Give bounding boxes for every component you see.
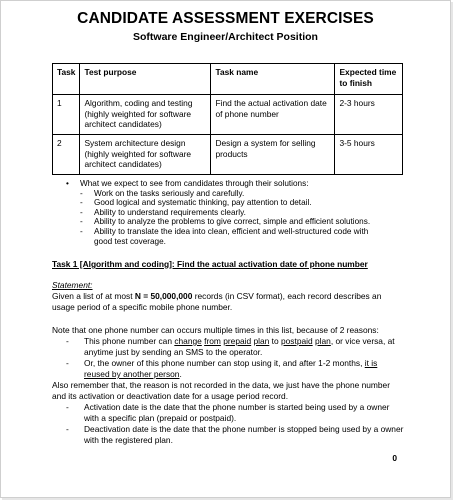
- reason-text: , or vice versa, at anytime just by sending an SMS to the operator.: [84, 336, 395, 357]
- underlined-text: prepaid: [223, 336, 252, 346]
- cell-name: Design a system for selling products: [211, 135, 335, 175]
- definition-item: - Activation date is the date that the phone number is started being used by a owner with a specific plan (prepaid or postpaid).: [52, 402, 404, 424]
- table-header-row: [53, 64, 403, 95]
- header-test-purpose: Test purpose: [80, 64, 211, 95]
- statement-label: Statement:: [52, 280, 93, 290]
- reason-text: .: [179, 369, 182, 379]
- statement-text-part: records (in CSV format), each record describes an usage period of a specific mobile phone number.: [52, 291, 382, 312]
- reason-item: [52, 336, 404, 358]
- underlined-text: it is reused by another person: [84, 358, 378, 379]
- expectations-list: [66, 179, 376, 246]
- table-row: [53, 95, 403, 135]
- cell-purpose: System architecture design (highly weighted for software architect candidates): [80, 135, 211, 175]
- record-count: N = 50,000,000: [134, 291, 193, 301]
- reason-text: to: [269, 336, 281, 346]
- statement-text: [52, 291, 404, 313]
- cell-time: 2-3 hours: [335, 95, 403, 135]
- notes-section: [52, 325, 404, 446]
- underlined-text: from: [204, 336, 221, 346]
- reason-text: Or, the owner of this phone number can stop using it, and after 1-2 months,: [84, 358, 365, 368]
- statement-text-part: Given a list of at most: [52, 291, 135, 301]
- cell-task: 2: [53, 135, 80, 175]
- underlined-text: plan: [253, 336, 270, 346]
- cell-name: Find the actual activation date of phone number: [211, 95, 335, 135]
- cell-task: 1: [53, 95, 80, 135]
- document-title: CANDIDATE ASSESSMENT EXERCISES: [77, 10, 374, 27]
- cell-time: 3-5 hours: [335, 135, 403, 175]
- reason-text: This phone number can: [84, 336, 175, 346]
- header-task-name: Task name: [211, 64, 335, 95]
- list-item: - Ability to analyze the problems to give correct, simple and efficient solutions.: [66, 217, 376, 227]
- task1-heading: Task 1 [Algorithm and coding]: Find the actual activation date of phone number: [52, 259, 368, 269]
- tasks-table: [52, 63, 403, 175]
- list-item: - Good logical and systematic thinking, pay attention to detail.: [66, 198, 376, 208]
- note-intro: Note that one phone number can occurs multiple times in this list, because of 2 reasons:: [52, 325, 379, 335]
- page-number: 0: [392, 453, 397, 463]
- cell-purpose: Algorithm, coding and testing (highly weighted for software architect candidates): [80, 95, 211, 135]
- table-row: [53, 135, 403, 175]
- header-expected-time: Expected time to finish: [335, 64, 403, 95]
- definition-item: - Deactivation date is the date that the phone number is stopped being used by a owner with the registered plan.: [52, 424, 404, 446]
- statement-section: [52, 280, 404, 313]
- list-item: - Ability to translate the idea into clean, efficient and well-structured code with good test coverage.: [66, 227, 376, 246]
- expectations-intro: • What we expect to see from candidates through their solutions:: [66, 179, 376, 189]
- list-item: - Work on the tasks seriously and carefully.: [66, 189, 376, 199]
- list-item: - Ability to understand requirements clearly.: [66, 208, 376, 218]
- underlined-text: plan: [314, 336, 331, 346]
- underlined-text: change: [174, 336, 202, 346]
- remember-paragraph: Also remember that, the reason is not recorded in the data, we just have the phone number and its activation or deactivation date for a usage period record.: [52, 380, 390, 401]
- underlined-text: postpaid: [280, 336, 313, 346]
- reason-item: [52, 358, 404, 380]
- document-subtitle: Software Engineer/Architect Position: [133, 31, 318, 43]
- header-task: Task: [53, 64, 80, 95]
